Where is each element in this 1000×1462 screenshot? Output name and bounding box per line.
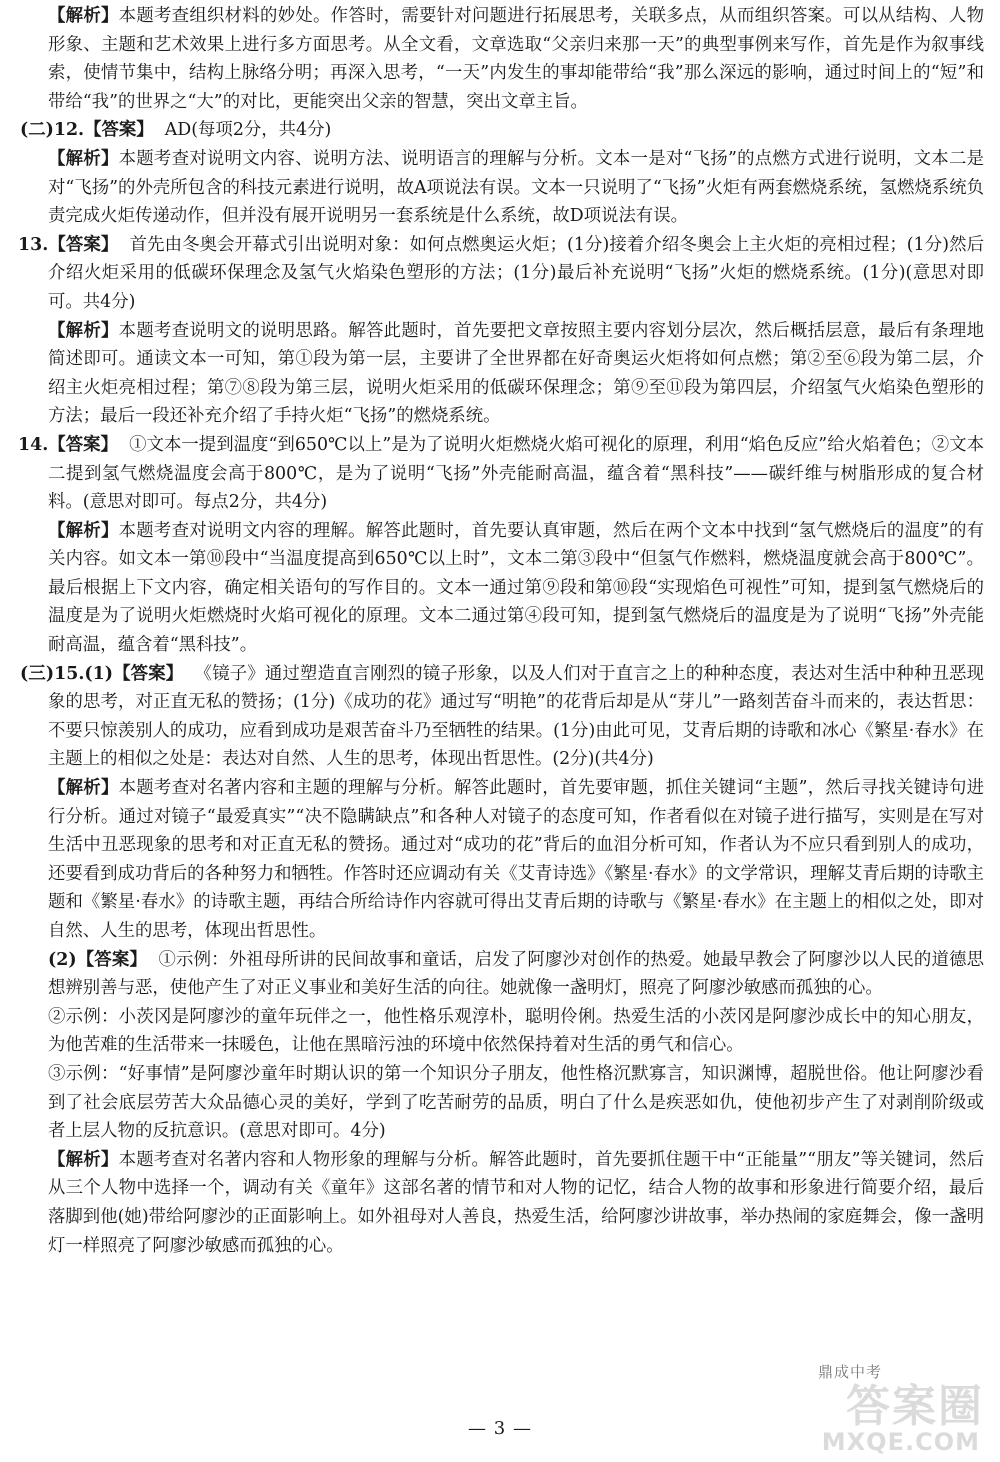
answer-key-page [18,2,984,1260]
answer-block-q14 [18,431,984,517]
page-number: — 3 — [468,1418,532,1439]
site-watermark [804,1370,994,1458]
analysis-block [18,317,984,431]
answer-tag: 【答案】 [76,949,148,970]
answer-block-q15-2 [18,946,984,1003]
analysis-text: 本题考查说明文的说明思路。解答此题时，首先要把文章按照主要内容划分层次，然后概括层意，最后有条理地简述即可。通读文本一可知，第①段为第一层，主要讲了全世界都在好奇奥运火炬将如何点燃；第②至⑥段为第二层，介绍主火炬亮相过程；第⑦⑧段为第三层，说明火炬采用的低碳环保理念；第⑨至⑪段为第四层，介绍氢气火焰染色塑形的方法；最后一段还补充介绍了手持火炬“飞扬”的燃烧系统。 [48,320,984,427]
answer-text: 《镜子》通过塑造直言刚烈的镜子形象，以及人们对于直言之上的种种态度，表达对生活中种种丑恶现象的思考，对正直无私的赞扬；(1分)《成功的花》通过写“明艳”的花背后却是从“芽儿”一路刻苦奋斗而来的，表达哲思：不要只惊羡别人的成功，应看到成功是艰苦奋斗乃至牺牲的结果。(1分)由此可见，艾青后期的诗歌和冰心《繁星·春水》在主题上的相似之处是：表达对自然、人生的思考，体现出哲思性。(2分)(共4分) [48,663,984,770]
answer-tag: 【答案】 [84,120,154,141]
analysis-block [18,1146,984,1260]
answer-tag: 【答案】 [48,434,118,455]
analysis-text: 本题考查对说明文内容、说明方法、说明语言的理解与分析。文本一是对“飞扬”的点燃方式进行说明，文本二是对“飞扬”的外壳所包含的科技元素进行说明，故A项说法有误。文本一只说明了“飞扬”火炬有两套燃烧系统，氢燃烧系统负责完成火炬传递动作，但并没有展开说明另一套系统是什么系统，故D项说法有误。 [48,148,984,227]
analysis-text: 本题考查对名著内容和主题的理解与分析。解答此题时，首先要审题，抓住关键词“主题”，然后寻找关键诗句进行分析。通过对镜子“最爱真实”“决不隐瞒缺点”和各种人对镜子的态度可知，作者看似在对镜子进行描写，实则是在写对生活中丑恶现象的思考和对正直无私的赞扬。通过对“成功的花”背后的血泪分析可知，作者认为不应只看到别人的成功，还要看到成功背后的各种努力和牺牲。作答时还应调动有关《艾青诗选》《繁星·春水》的文学常识，理解艾青后期的诗歌主题和《繁星·春水》的诗歌主题，再结合所给诗作内容就可得出艾青后期的诗歌与《繁星·春水》在主题上的相似之处，即对自然、人生的思考，体现出哲思性。 [48,778,984,941]
answer-tag: 【答案】 [48,234,119,255]
watermark-logo-text: 答案圈 [846,1381,984,1432]
watermark-url: MXQE.COM [821,1428,980,1456]
answer-block-q12 [18,116,984,145]
analysis-text: 本题考查组织材料的妙处。作答时，需要针对问题进行拓展思考，关联多点，从而组织答案。可以从结构、人物形象、主题和艺术效果上进行多方面思考。从全文看，文章选取“父亲归来那一天”的典型事例来写作，首先是作为叙事线索，使情节集中，结构上脉络分明；再深入思考，“一天”内发生的事却能带给“我”那么深远的影响，通过时间上的“短”和带给“我”的世界之“大”的对比，更能突出父亲的智慧，突出文章主旨。 [48,6,984,112]
question-number: 14. [18,434,49,455]
analysis-tag: 【解析】 [48,148,119,169]
question-number: (2) [48,949,77,970]
question-number: (三)15.(1) [20,663,113,684]
analysis-tag: 【解析】 [48,1149,119,1170]
analysis-block [18,2,984,116]
analysis-block [18,145,984,231]
answer-text: ①文本一提到温度“到650℃以上”是为了说明火炬燃烧火焰可视化的原理，利用“焰色反应”给火焰着色；②文本二提到氢气燃烧温度会高于800℃，是为了说明“飞扬”外壳能耐高温，蕴含着“黑科技”——碳纤维与树脂形成的复合材料。(意思对即可。每点2分，共4分) [48,434,984,513]
analysis-block [18,774,984,946]
analysis-tag: 【解析】 [48,6,119,26]
question-number: (二)12. [20,120,85,141]
answer-text: 首先由冬奥会开幕式引出说明对象：如何点燃奥运火炬；(1分)接着介绍冬奥会上主火炬的亮相过程；(1分)然后介绍火炬采用的低碳环保理念及氢气火焰染色塑形的方法；(1分)最后补充说明“飞扬”火炬的燃烧系统。(1分)(意思对即可。共4分) [48,234,984,312]
answer-example-2 [18,1003,984,1060]
analysis-text: 本题考查对说明文内容的理解。解答此题时，首先要认真审题，然后在两个文本中找到“氢气燃烧后的温度”的有关内容。如文本一第⑩段中“当温度提高到650℃以上时”，文本二第③段中“但氢气作燃料，燃烧温度就会高于800℃”。最后根据上下文内容，确定相关语句的写作目的。文本一通过第⑨段和第⑩段“实现焰色可视性”可知，提到氢气燃烧后的温度是为了说明火炬燃烧时火焰可视化的原理。文本二通过第④段可知，提到氢气燃烧后的温度是为了说明“飞扬”外壳能耐高温，蕴含着“黑科技”。 [48,520,984,656]
answer-text: ②示例：小茨冈是阿廖沙的童年玩伴之一，他性格乐观淳朴，聪明伶俐。热爱生活的小茨冈是阿廖沙成长中的知心朋友，为他苦难的生活带来一抹暖色，让他在黑暗污浊的环境中依然保持着对生活的勇气和信心。 [48,1006,984,1056]
question-number: 13. [18,234,49,255]
analysis-tag: 【解析】 [48,520,119,541]
analysis-tag: 【解析】 [48,320,119,341]
analysis-text: 本题考查对名著内容和人物形象的理解与分析。解答此题时，首先要抓住题干中“正能量”“朋友”等关键词，然后从三个人物中选择一个，调动有关《童年》这部名著的情节和对人物的记忆，结合人物的故事和形象进行简要介绍，最后落脚到他(她)带给阿廖沙的正面影响上。如外祖母对人善良，热爱生活，给阿廖沙讲故事，举办热闹的家庭舞会，像一盏明灯一样照亮了阿廖沙敏感而孤独的心。 [48,1149,984,1256]
answer-tag: 【答案】 [112,663,184,684]
answer-text: AD(每项2分，共4分) [164,120,332,141]
answer-text: ①示例：外祖母所讲的民间故事和童话，启发了阿廖沙对创作的热爱。她最早教会了阿廖沙以人民的道德思想辨别善与恶，使他产生了对正义事业和美好生活的向往。她就像一盏明灯，照亮了阿廖沙敏感而孤独的心。 [48,949,984,999]
analysis-block [18,517,984,660]
answer-text: ③示例：“好事情”是阿廖沙童年时期认识的第一个知识分子朋友，他性格沉默寡言，知识渊博，超脱世俗。他让阿廖沙看到了社会底层劳苦大众品德心灵的美好，学到了吃苦耐劳的品质，明白了什么是疾恶如仇，使他初步产生了对剥削阶级或者上层人物的反抗意识。(意思对即可。4分) [48,1063,984,1142]
answer-block-q15-1 [18,660,984,774]
answer-block-q13 [18,231,984,317]
answer-example-3 [18,1060,984,1146]
analysis-tag: 【解析】 [48,778,119,799]
publisher-stamp: 鼎成中考 [818,1363,883,1381]
